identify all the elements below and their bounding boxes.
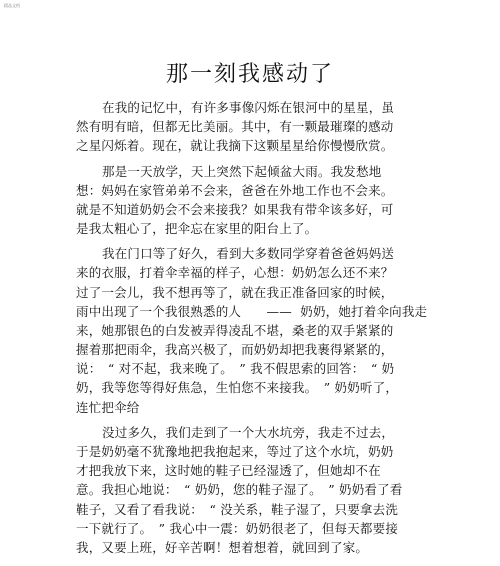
text-line: 连忙把伞给 <box>76 399 140 415</box>
text-line: 在我的记忆中，有许多事像闪烁在银河中的星星，虽 <box>102 100 395 115</box>
text-line: 于是奶奶毫不犹豫地把我抱起来，等过了这个水坑，奶奶 <box>76 444 394 459</box>
header-corner-text: 精品文档 <box>4 3 20 8</box>
text-line: 没过多久，我们走到了一个大水坑旁，我走不过去， <box>102 424 395 440</box>
text-line: 鞋子，又看了看我说： “ 没关系，鞋子湿了，只要拿去洗 <box>76 501 399 517</box>
text-line: 就是不知道奶奶会不会来接我？如果我有带伞该多好，可 <box>76 201 394 217</box>
text-line: 握着那把雨伞，我高兴极了，而奶奶却把我裹得紧紧的， <box>76 342 394 358</box>
text-line: 说： “ 对不起，我来晚了。 ” 我不假思索的回答： “ 奶 <box>76 361 395 377</box>
article-title: 那一刻我感动了 <box>165 62 334 87</box>
text-line: 雨中出现了一个我很熟悉的人 —— 奶奶，她打着伞向我走 <box>76 303 428 319</box>
text-line: 是我太粗心了，把伞忘在家里的阳台上了。 <box>76 221 318 236</box>
text-line: 来，她那银色的白发被弄得凌乱不堪，桑老的双手紧紧的 <box>76 322 394 338</box>
text-line: 那是一天放学，天上突然下起倾盆大雨。我发愁地 <box>102 163 382 179</box>
text-line: 一下就行了。 ” 我心中一震：奶奶很老了，但每天都要接 <box>76 520 399 536</box>
text-line: 我在门口等了好久，看到大多数同学穿着爸爸妈妈送 <box>102 246 395 262</box>
text-line: 来的衣服，打着伞幸福的样子，心想：奶奶怎么还不来？ <box>76 265 394 281</box>
text-line: 想：妈妈在家管弟弟不会来，爸爸在外地工作也不会来。 <box>76 182 394 198</box>
text-line: 过了一会儿，我不想再等了，就在我正准备回家的时候， <box>76 284 394 300</box>
text-line: 奶，我等您等得好焦急，生怕您不来接我。 ” 奶奶听了， <box>76 380 399 396</box>
text-line: 然有明有暗，但都无比美丽。其中，有一颗最璀璨的感动 <box>76 119 394 135</box>
text-line: 才把我放下来，这时她的鞋子已经湿透了，但她却不在 <box>76 463 381 479</box>
text-line: 意。我担心地说： “ 奶奶，您的鞋子湿了。 ” 奶奶看了看 <box>76 482 403 498</box>
text-line: 我，又要上班，好辛苦啊！想着想着，就回到了家。 <box>76 539 369 555</box>
text-line: 之星闪烁着。现在，就让我摘下这颗星星给你慢慢欣赏。 <box>76 138 394 154</box>
